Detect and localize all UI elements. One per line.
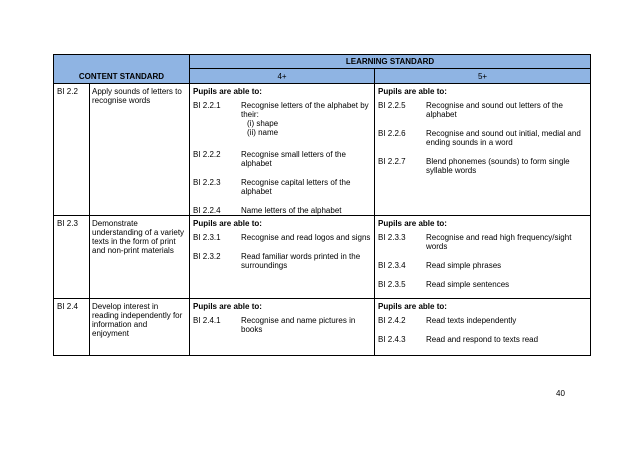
item-code: BI 2.4.1 [193,316,221,325]
item-text: Recognise and sound out letters of the alphabet [426,101,563,119]
year-5-cell [375,84,591,216]
pupils-heading: Pupils are able to: [193,219,262,228]
page-number: 40 [556,389,565,398]
list-item [193,101,371,137]
item-text: Read familiar words printed in the surroundings [241,252,361,270]
list-item [193,150,371,168]
item-text: Blend phonemes (sounds) to form single syllable words [426,157,570,175]
year-5-header: 5+ [375,69,591,84]
item-text: Read and respond to texts read [426,335,539,344]
item-text: Recognise small letters of the alphabet [241,150,346,168]
content-description: Apply sounds of letters to recognise words [90,84,190,216]
content-description: Demonstrate understanding of a variety texts in the form of print and non-print materials [90,216,190,299]
item-code: BI 2.2.3 [193,178,221,187]
item-code: BI 2.2.7 [378,157,406,166]
item-text: Read texts independently [426,316,517,325]
pupils-heading: Pupils are able to: [378,87,447,96]
item-code: BI 2.4.3 [378,335,406,344]
year-4-cell [190,84,375,216]
list-item [378,280,587,289]
item-text: Name letters of the alphabet [241,206,342,215]
content-code: BI 2.3 [54,216,90,299]
item-code: BI 2.4.2 [378,316,406,325]
sub-item: (ii) name [247,128,279,137]
list-item [193,252,371,270]
pupils-heading: Pupils are able to: [193,302,262,311]
pupils-heading: Pupils are able to: [378,219,447,228]
year-4-cell [190,216,375,299]
item-text: Read simple phrases [426,261,502,270]
sub-item: (i) shape [247,119,279,128]
pupils-heading: Pupils are able to: [193,87,262,96]
learning-standard-header: LEARNING STANDARD [190,55,591,69]
list-item [378,233,587,251]
table-row [54,299,591,356]
item-text: Read simple sentences [426,280,510,289]
item-text: Recognise and sound out initial, medial and ending sounds in a word [426,129,581,147]
list-item [193,233,371,242]
year-4-cell [190,299,375,356]
header-row-main [54,55,591,69]
list-item [378,335,587,344]
year-5-cell [375,299,591,356]
table-row [54,216,591,299]
item-text: Recognise letters of the alphabet by their: (i) shape (ii) name [241,101,371,137]
item-text: Recognise and name pictures in books [241,316,356,334]
item-code: BI 2.3.4 [378,261,406,270]
list-item [378,129,587,147]
item-code: BI 2.2.2 [193,150,221,159]
list-item [193,206,371,215]
year-4-header: 4+ [190,69,375,84]
list-item [378,157,587,175]
item-text: Recognise capital letters of the alphabet [241,178,351,196]
list-item [378,261,587,270]
list-item [193,316,371,334]
content-description: Develop interest in reading independently for information and enjoyment [90,299,190,356]
year-5-cell [375,216,591,299]
list-item [378,316,587,325]
content-standard-header: CONTENT STANDARD [54,55,190,84]
list-item [193,178,371,196]
item-code: BI 2.2.5 [378,101,406,110]
content-code: BI 2.4 [54,299,90,356]
item-code: BI 2.3.3 [378,233,406,242]
item-code: BI 2.2.6 [378,129,406,138]
item-text: Recognise and read logos and signs [241,233,371,242]
item-code: BI 2.2.1 [193,101,221,110]
item-code: BI 2.3.1 [193,233,221,242]
standards-table [53,54,591,356]
content-code: BI 2.2 [54,84,90,216]
list-item [378,101,587,119]
item-text: Recognise and read high frequency/sight words [426,233,572,251]
item-code: BI 2.3.2 [193,252,221,261]
item-code: BI 2.3.5 [378,280,406,289]
table-row [54,84,591,216]
item-code: BI 2.2.4 [193,206,221,215]
pupils-heading: Pupils are able to: [378,302,447,311]
